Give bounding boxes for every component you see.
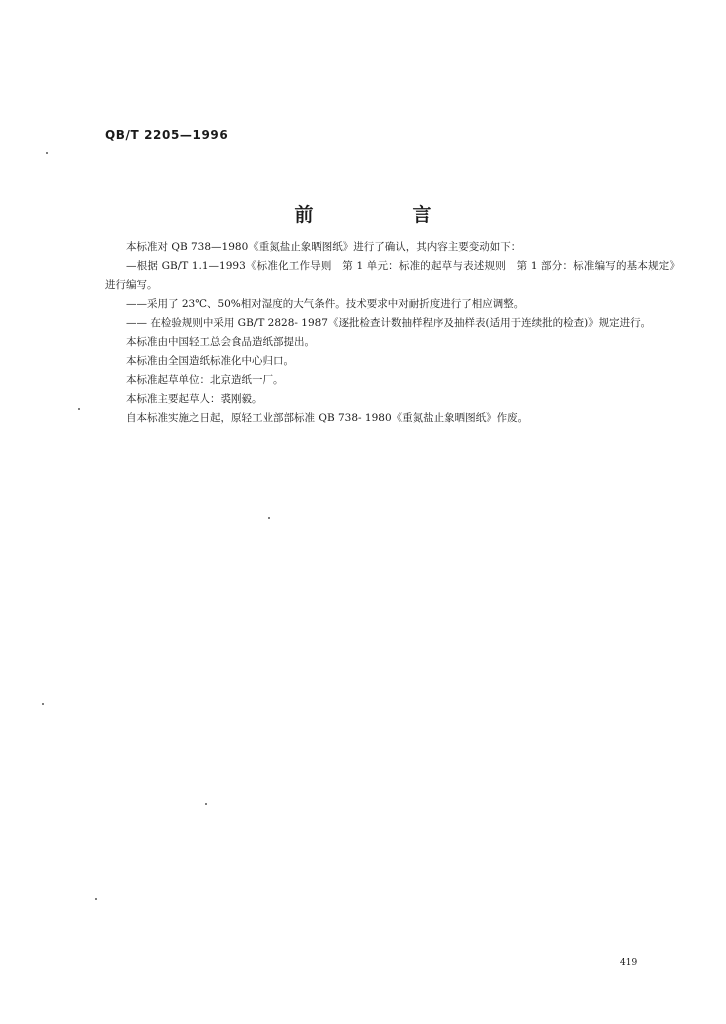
paragraph-change-1: —根据 GB/T 1.1—1993《标准化工作导则 第 1 单元：标准的起草与表述规则 第 1 部分：标准编写的基本规定》进行编写。 [105, 260, 680, 291]
paragraph-proposer: 本标准由中国轻工总会食品造纸部提出。 [126, 336, 315, 348]
scan-speck [46, 152, 48, 154]
paragraph-drafting-unit: 本标准起草单位：北京造纸一厂。 [126, 374, 284, 386]
page-number: 419 [620, 958, 638, 968]
scan-speck [205, 803, 207, 805]
paragraph-abolition: 自本标准实施之日起，原轻工业部部标准 QB 738- 1980《重氮盐止象晒图纸》作废。 [126, 412, 529, 424]
paragraph-intro: 本标准对 QB 738—1980《重氮盐止象晒图纸》进行了确认，其内容主要变动如下： [126, 241, 522, 253]
page-title: 前 言 [294, 204, 472, 226]
paragraph-change-3: —— 在检验规则中采用 GB/T 2828- 1987《逐批检查计数抽样程序及抽样表(适用于连续批的检查)》规定进行。 [126, 317, 652, 329]
scan-speck [268, 517, 270, 519]
paragraph-change-2: ——采用了 23℃、50%相对湿度的大气条件。技术要求中对耐折度进行了相应调整。 [126, 298, 525, 310]
paragraph-centralized: 本标准由全国造纸标准化中心归口。 [126, 355, 294, 367]
scan-speck [95, 898, 97, 900]
document-body [105, 238, 680, 428]
standard-code: QB/T 2205—1996 [105, 128, 229, 142]
scan-speck [42, 703, 44, 705]
scan-speck [78, 408, 80, 410]
paragraph-drafters: 本标准主要起草人：裘刚毅。 [126, 393, 263, 405]
